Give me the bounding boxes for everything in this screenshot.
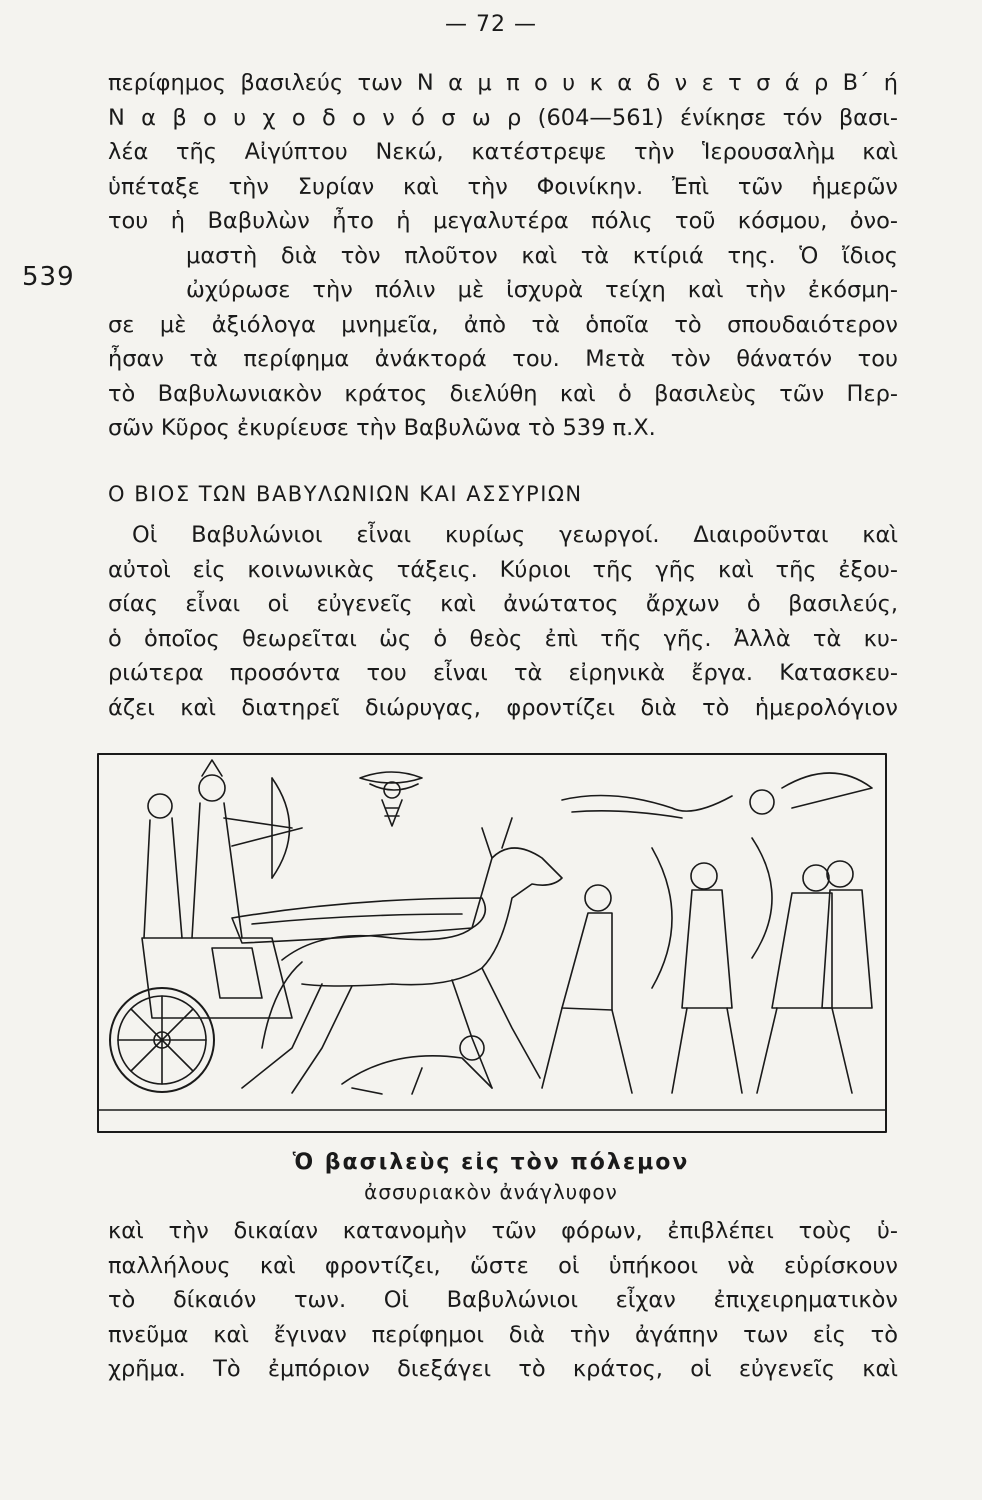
assyrian-relief-illustration [92, 748, 892, 1140]
text-line: ὁ ὁποῖος θεωρεῖται ὡς ὁ θεὸς ἐπὶ τῆς γῆς. Ἀλλὰ τὰ κυ- [108, 625, 898, 652]
figure-caption: Ὁ βασιλεὺς εἰς τὸν πόλεμον [292, 1150, 690, 1175]
text-line: σίας εἶναι οἱ εὐγενεῖς καὶ ἀνώτατος ἄρχων ὁ βασιλεύς, [108, 591, 898, 617]
text-line: ἦσαν τὰ περίφημα ἀνάκτορά του. Μετὰ τὸν θάνατόν του [108, 346, 898, 372]
text-line: του ἡ Βαβυλὼν ἦτο ἡ μεγαλυτέρα πόλις τοῦ κόσμου, ὀνο- [108, 208, 898, 234]
text-line: τὸ Βαβυλωνιακὸν κράτος διελύθη καὶ ὁ βασιλεὺς τῶν Περ- [108, 380, 898, 407]
text-line: ριώτερα προσόντα του εἶναι τὰ εἰρηνικὰ ἔργα. Κατασκευ- [108, 660, 898, 686]
paragraph-2 [108, 518, 898, 725]
crawling-enemy-icon [342, 1036, 492, 1094]
paragraph-1 [108, 66, 898, 446]
relief-frame [98, 754, 886, 1132]
text-line: πνεῦμα καὶ ἔγιναν περίφημοι διὰ τὴν ἀγάπην των εἰς τὸ [108, 1321, 898, 1348]
text-line: περίφημος βασιλεύς των Ν α μ π ο υ κ α δ ν ε τ σ ά ρ Β΄ ή [108, 70, 898, 96]
text-line: άζει καὶ διατηρεῖ διώρυγας, φροντίζει διὰ τὸ ἡμερολόγιον [108, 694, 898, 721]
winged-deity-icon [360, 772, 422, 826]
text-line: μαστὴ διὰ τὸν πλοῦτον καὶ τὰ κτίριά της. Ὁ ἴδιος [186, 242, 898, 269]
chariot-wheel-icon [110, 988, 214, 1092]
enemy-archer-icon [542, 838, 872, 1093]
falling-enemy-icon [562, 773, 872, 818]
text-line: τὸ δίκαιόν των. Οἱ Βαβυλώνιοι εἶχαν ἐπιχειρηματικὸν [108, 1287, 898, 1313]
text-line: Ν α β ο υ χ ο δ ο ν ό σ ω ρ (604—561) ένίκησε τόν βασι- [108, 104, 898, 131]
text-line: σῶν Κῦρος ἐκυρίευσε τὴν Βαβυλῶνα τὸ 539 π.Χ. [108, 415, 656, 441]
text-line: αὐτοὶ εἰς κοινωνικὰς τάξεις. Κύριοι τῆς γῆς καὶ τῆς ἐξου- [108, 556, 898, 583]
margin-year-note: 539 [22, 262, 75, 292]
text-line: λέα τῆς Αἰγύπτου Νεκώ, κατέστρεψε τὴν Ἱερουσαλὴμ καὶ [108, 139, 898, 165]
paragraph-3 [108, 1214, 898, 1387]
page-number: — 72 — [445, 12, 537, 37]
text-line: ὑπέταξε τὴν Συρίαν καὶ τὴν Φοινίκην. Ἐπὶ τῶν ἡμερῶν [108, 173, 898, 200]
section-heading: Ο ΒΙΟΣ ΤΩΝ ΒΑΒΥΛΩΝΙΩΝ ΚΑΙ ΑΣΣΥΡΙΩΝ [108, 482, 583, 506]
text-line: σε μὲ ἀξιόλογα μνημεῖα, ἀπὸ τὰ ὁποῖα τὸ σπουδαιότερον [108, 311, 898, 338]
text-line: ὠχύρωσε τὴν πόλιν μὲ ἰσχυρὰ τείχη καὶ τὴν ἐκόσμη- [186, 277, 898, 303]
text-line: χρῆμα. Τὸ ἐμπόριον διεξάγει τὸ κράτος, οἱ εὐγενεῖς καὶ [108, 1356, 898, 1382]
text-line: Οἱ Βαβυλώνιοι εἶναι κυρίως γεωργοί. Διαιροῦνται καὶ [132, 522, 898, 548]
figure-subcaption: ἀσσυριακὸν ἀνάγλυφον [364, 1180, 618, 1204]
text-line: παλλήλους καὶ φροντίζει, ὥστε οἱ ὑπήκοοι νὰ εὑρίσκουν [108, 1252, 898, 1279]
text-line: καὶ τὴν δικαίαν κατανομὴν τῶν φόρων, ἐπιβλέπει τοὺς ὑ- [108, 1218, 898, 1244]
horse-icon [242, 818, 562, 1093]
